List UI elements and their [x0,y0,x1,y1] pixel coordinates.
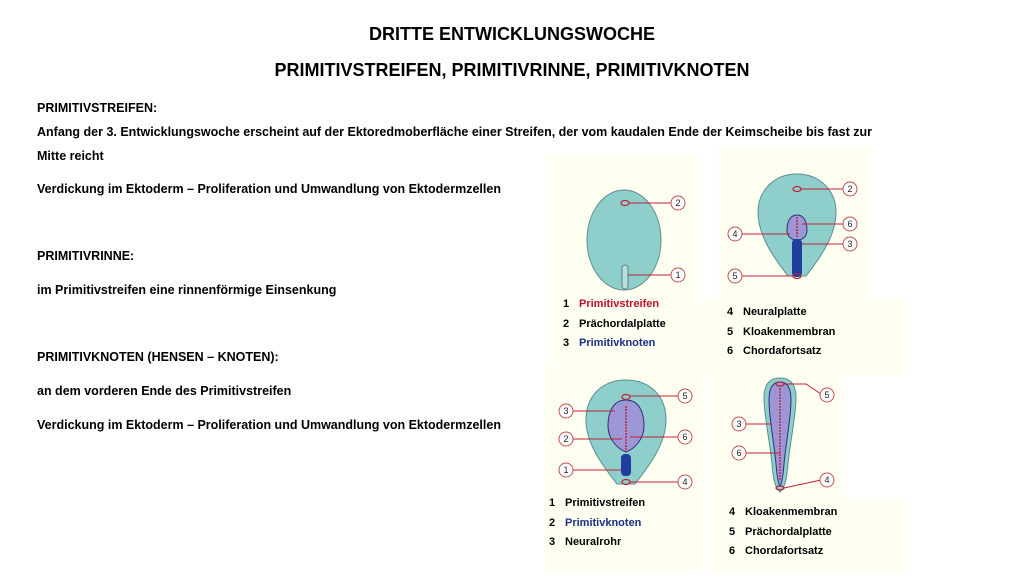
callout-label: 3 [563,406,569,416]
knoten-text-2: Verdickung im Ektoderm – Proliferation und Umwandlung von Ektodermzellen [37,418,501,432]
page-subtitle: PRIMITIVSTREIFEN, PRIMITIVRINNE, PRIMITIVKNOTEN [274,60,750,80]
rinne-heading: PRIMITIVRINNE: [37,249,135,263]
legend-item: 3 Neuralrohr [549,536,622,548]
primitive-streak [622,265,628,289]
primitive-node [621,454,631,476]
diagram-3 [545,362,703,502]
callout-label: 6 [847,219,853,229]
callout-label: 2 [563,434,569,444]
legend-item: 6 Chordafortsatz [729,545,824,557]
legend-item: 5 Kloakenmembran [727,325,836,338]
legend-item: 4 Neuralplatte [727,306,807,318]
callout-label: 2 [675,198,681,208]
streifen-heading: PRIMITIVSTREIFEN: [37,101,158,115]
callout-label: 6 [736,448,742,458]
legend-item: 5 Prächordalplatte [729,525,832,538]
callout-label: 4 [824,475,830,485]
legend-item: 6 Chordafortsatz [727,345,822,357]
legend-item: 1 Primitivstreifen [563,298,660,310]
legend-item: 1 Primitivstreifen [549,497,646,509]
callout-label: 5 [824,390,830,400]
diagram-2 [718,148,870,298]
callout-label: 4 [682,477,688,487]
legend-item: 2 Primitivknoten [549,516,642,529]
callout-label: 5 [682,391,688,401]
knoten-text-1: an dem vorderen Ende des Primitivstreifen [37,384,292,398]
diagram-1 [547,155,699,305]
knoten-heading: PRIMITIVKNOTEN (HENSEN – KNOTEN): [37,350,279,364]
legend-1 [563,298,666,357]
callout-label: 6 [682,432,688,442]
callout-label: 1 [563,465,569,475]
callout-label: 3 [847,239,853,249]
callout-label: 3 [736,419,742,429]
callout-label: 1 [675,270,681,280]
legend-3 [549,497,645,556]
callout-label: 2 [847,184,853,194]
leader-line [784,480,821,488]
diagram-4 [710,372,844,500]
legend-item: 4 Kloakenmembran [729,506,838,518]
legend-2 [727,306,835,365]
primitive-node-streak [792,239,802,277]
callout-label: 4 [732,229,738,239]
streifen-text-3: Verdickung im Ektoderm – Proliferation und Umwandlung von Ektodermzellen [37,182,501,196]
streifen-text-1: Anfang der 3. Entwicklungswoche erscheint auf der Ektoredmoberfläche einer Streifen, der vom kaudalen Ende der Keimscheibe bis fast zur [37,125,872,139]
legend-4 [729,506,837,565]
page-title: DRITTE ENTWICKLUNGSWOCHE [369,24,655,44]
legend-item: 2 Prächordalplatte [563,317,666,330]
legend-item: 3 Primitivknoten [563,337,656,349]
streifen-text-2: Mitte reicht [37,149,104,163]
callout-label: 5 [732,271,738,281]
rinne-text: im Primitivstreifen eine rinnenförmige Einsenkung [37,283,337,297]
